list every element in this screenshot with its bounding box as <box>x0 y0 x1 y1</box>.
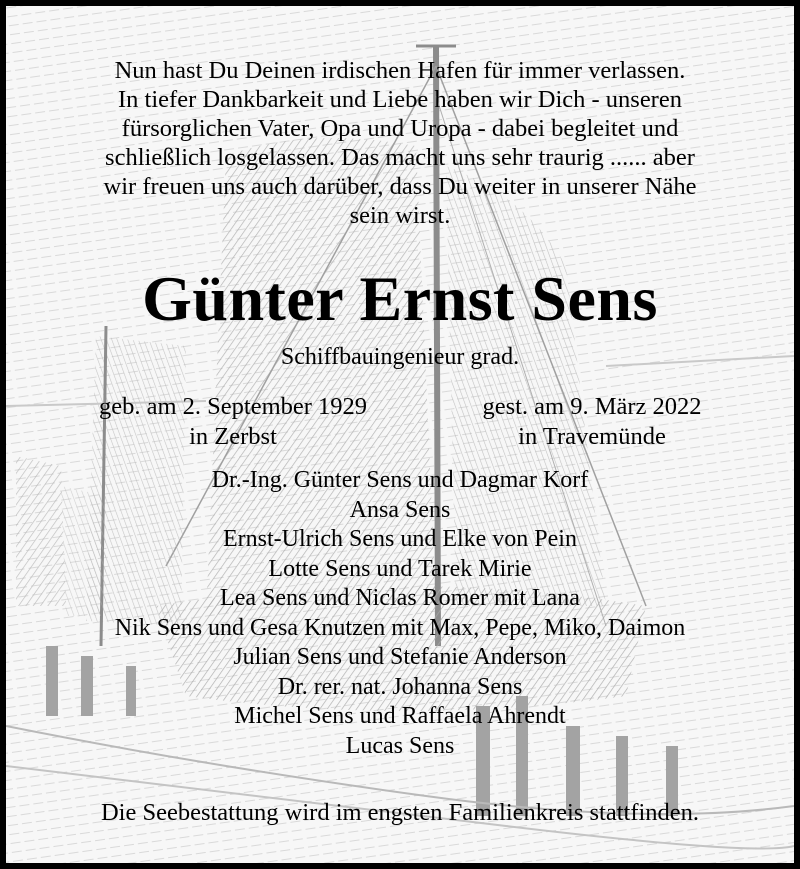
intro-line: schließlich losgelassen. Das macht uns sehr traurig ...... aber <box>105 144 695 171</box>
death-info <box>454 392 730 452</box>
mourner-line: Ansa Sens <box>349 496 451 523</box>
death-date: gest. am 9. März 2022 <box>482 393 702 420</box>
deceased-profession: Schiffbauingenieur grad. <box>280 344 520 370</box>
birth-place: in Zerbst <box>189 423 277 450</box>
mourner-line: Nik Sens und Gesa Knutzen mit Max, Pepe, Miko, Daimon <box>114 614 686 641</box>
mourner-line: Julian Sens und Stefanie Anderson <box>233 644 567 670</box>
deceased-name: Günter Ernst Sens <box>142 263 658 334</box>
intro-line: Nun hast Du Deinen irdischen Hafen für immer verlassen. <box>114 57 686 84</box>
intro-text <box>6 56 794 230</box>
mourners-list <box>6 466 794 761</box>
mourner-line: Ernst-Ulrich Sens und Elke von Pein <box>223 526 577 552</box>
mourner-line: Lotte Sens und Tarek Mirie <box>268 555 532 582</box>
mourner-line: Lucas Sens <box>345 732 455 759</box>
birth-info <box>74 392 392 452</box>
intro-line: In tiefer Dankbarkeit und Liebe haben wir Dich - unseren <box>118 86 682 113</box>
death-place: in Travemünde <box>518 423 666 450</box>
mourner-line: Lea Sens und Niclas Romer mit Lana <box>220 585 580 611</box>
birth-date: geb. am 2. September 1929 <box>98 393 368 420</box>
burial-note: Die Seebestattung wird im engsten Familienkreis stattfinden. <box>100 799 700 826</box>
mourner-line: Dr.-Ing. Günter Sens und Dagmar Korf <box>211 467 589 493</box>
mourner-line: Michel Sens und Raffaela Ahrendt <box>234 703 566 729</box>
intro-line: wir freuen uns auch darüber, dass Du weiter in unserer Nähe <box>103 173 697 200</box>
mourner-line: Dr. rer. nat. Johanna Sens <box>277 673 523 700</box>
notice-content <box>6 6 794 863</box>
intro-line: sein wirst. <box>349 202 451 229</box>
intro-line: fürsorglichen Vater, Opa und Uropa - dabei begleitet und <box>121 115 679 142</box>
